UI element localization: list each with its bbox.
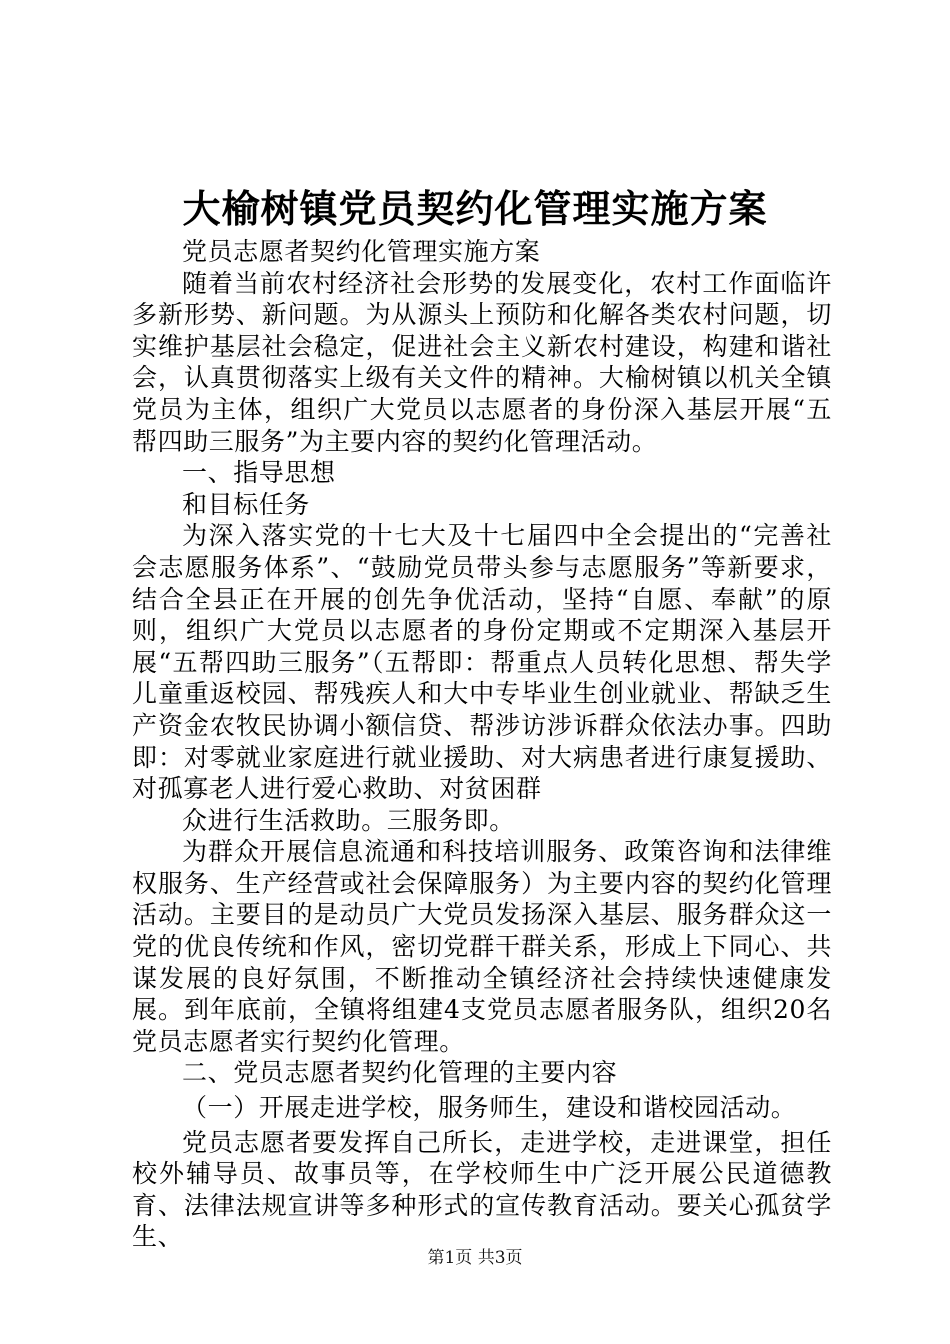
- page-footer: 第1页 共3页: [427, 1248, 523, 1268]
- section-heading-goals: 和目标任务: [182, 489, 311, 519]
- document-title: 大榆树镇党员契约化管理实施方案: [182, 186, 768, 231]
- paragraph-subtitle: 党员志愿者契约化管理实施方案: [182, 237, 541, 266]
- document-body: [132, 236, 832, 1253]
- paragraph-three-services: 众进行生活救助。三服务即。: [182, 805, 515, 835]
- paragraph-school-activities: 党员志愿者要发挥自己所长，走进学校，走进课堂，担任校外辅导员、故事员等，在学校师生中广泛开展公民道德教育、法律法规宣讲等多种形式的宣传教育活动。要关心孤贫学生、: [132, 1127, 832, 1252]
- subsection-heading-school: （一）开展走进学校，服务师生，建设和谐校园活动。: [182, 1093, 797, 1123]
- paragraph-main-purpose: 为群众开展信息流通和科技培训服务、政策咨询和法律维权服务、生产经营或社会保障服务）为主要内容的契约化管理活动。主要目的是动员广大党员发扬深入基层、服务群众这一党的优良传统和作风，密切党群干群关系，形成上下同心、共谋发展的良好氛围，不断推动全镇经济社会持续快速健康发展。到年底前，全镇将组建4支党员志愿者服务队，组织20名党员志愿者实行契约化管理。: [132, 837, 832, 1056]
- section-heading-main-content: 二、党员志愿者契约化管理的主要内容: [182, 1058, 618, 1088]
- paragraph-intro: 随着当前农村经济社会形势的发展变化，农村工作面临许多新形势、新问题。为从源头上预防和化解各类农村问题，切实维护基层社会稳定，促进社会主义新农村建设，构建和谐社会，认真贯彻落实上级有关文件的精神。大榆树镇以机关全镇党员为主体，组织广大党员以志愿者的身份深入基层开展“五帮四助三服务”为主要内容的契约化管理活动。: [132, 268, 832, 456]
- section-heading-guiding-thought: 一、指导思想: [182, 458, 336, 488]
- paragraph-five-help: 为深入落实党的十七大及十七届四中全会提出的“完善社会志愿服务体系”、“鼓励党员带头参与志愿服务”等新要求，结合全县正在开展的创先争优活动，坚持“自愿、奉献”的原则，组织广大党员以志愿者的身份定期或不定期深入基层开展“五帮四助三服务”（五帮即：帮重点人员转化思想、帮失学儿童重返校园、帮残疾人和大中专毕业生创业就业、帮缺乏生产资金农牧民协调小额信贷、帮涉访涉诉群众依法办事。四助即：对零就业家庭进行就业援助、对大病患者进行康复援助、对孤寡老人进行爱心救助、对贫困群: [132, 521, 832, 804]
